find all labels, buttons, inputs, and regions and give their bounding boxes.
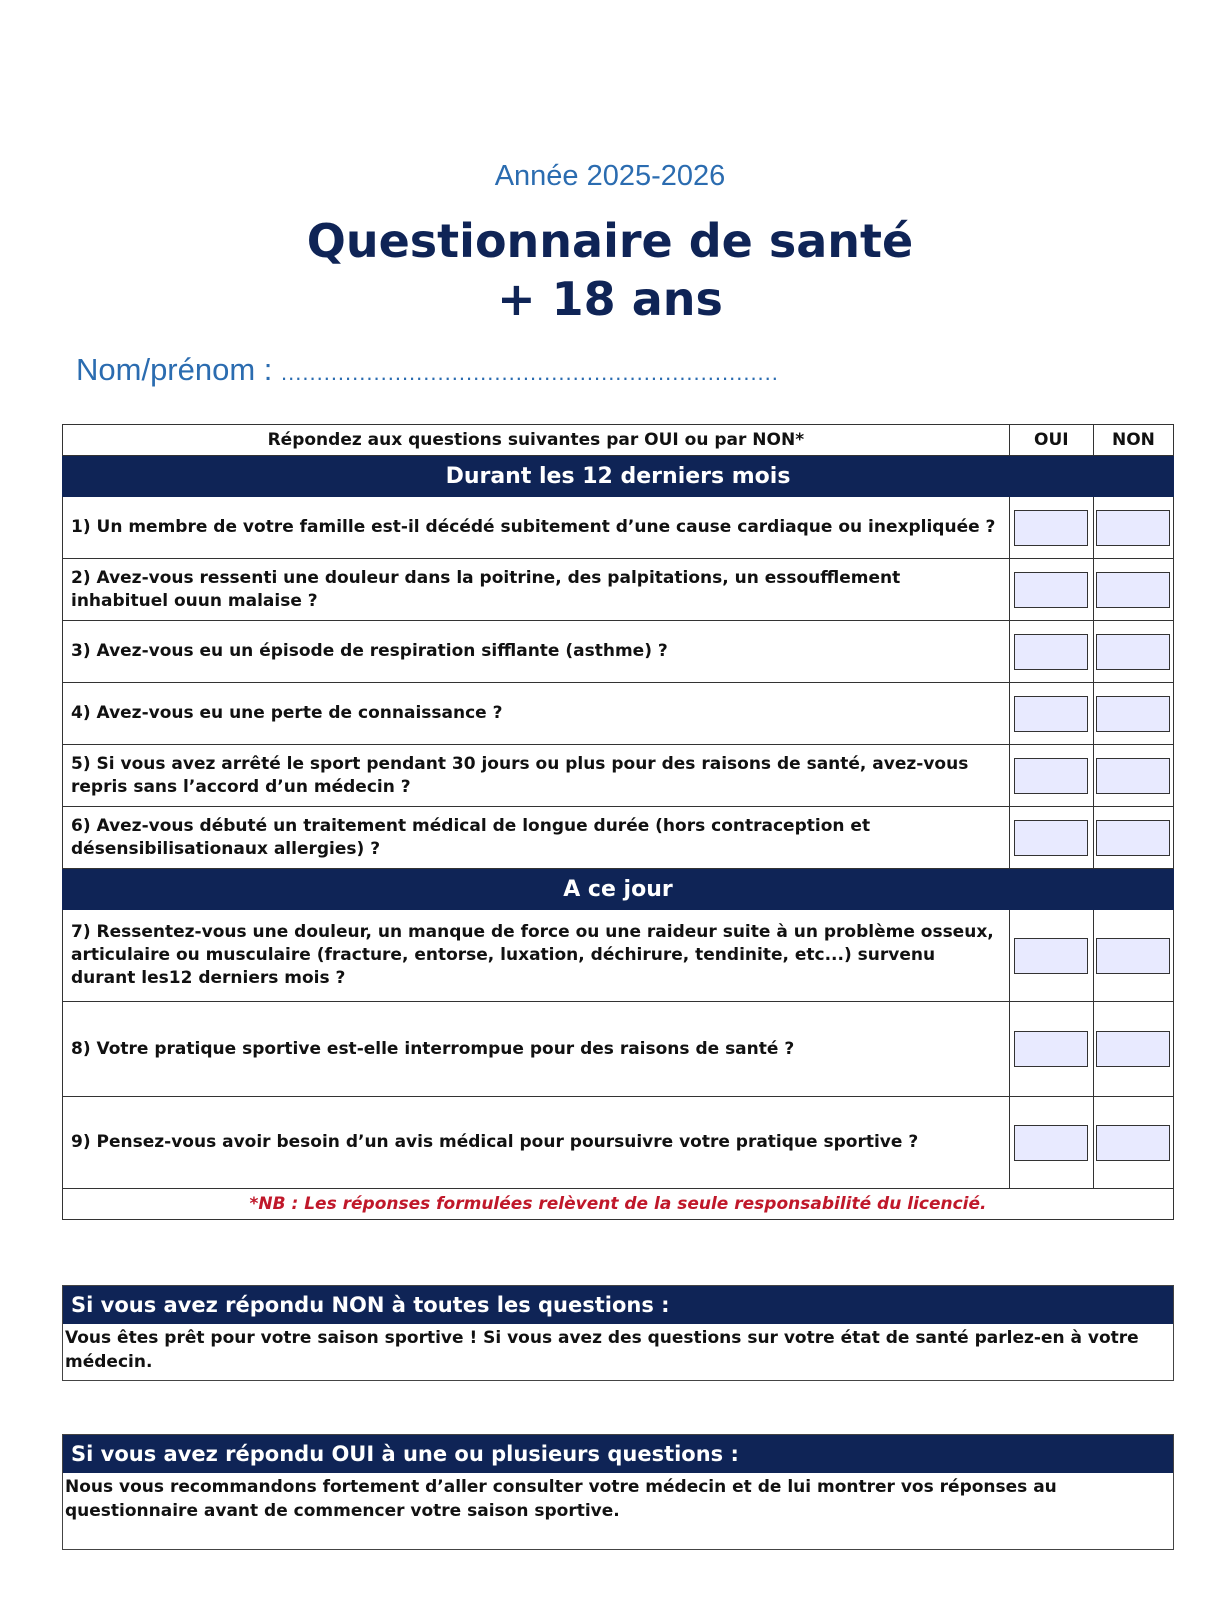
question-text: 4) Avez-vous eu une perte de connaissance ? [63,683,1010,745]
question-row [63,683,1174,745]
name-label: Nom/prénom : [76,352,273,387]
no-checkbox[interactable] [1096,510,1170,546]
year-label: Année 2025-2026 [494,160,726,192]
question-row [63,621,1174,683]
no-checkbox[interactable] [1096,758,1170,794]
yes-checkbox[interactable] [1014,1125,1088,1161]
yes-checkbox[interactable] [1014,820,1088,856]
question-text: 6) Avez-vous débuté un traitement médical de longue durée (hors contraception et désensibilisationaux allergies) ? [63,807,1010,869]
info-box-all-no-title: Si vous avez répondu NON à toutes les questions : [63,1286,1173,1324]
title-line-1: Questionnaire de santé [306,214,914,268]
no-checkbox[interactable] [1096,1125,1170,1161]
question-text: 2) Avez-vous ressenti une douleur dans la poitrine, des palpitations, un essoufflement inhabituel ouun malaise ? [63,559,1010,621]
no-checkbox[interactable] [1096,820,1170,856]
section-header-12-months: Durant les 12 derniers mois [63,456,1174,497]
no-checkbox[interactable] [1096,1031,1170,1067]
question-text: 7) Ressentez-vous une douleur, un manque de force ou une raideur suite à un problème osseux, articulaire ou musculaire (fracture, entorse, luxation, déchirure, tendinite, etc...) survenu durant les12 derniers mois ? [63,910,1010,1002]
question-text: 5) Si vous avez arrêté le sport pendant 30 jours ou plus pour des raisons de santé, avez-vous repris sans l’accord d’un médecin ? [63,745,1010,807]
question-text: 8) Votre pratique sportive est-elle interrompue pour des raisons de santé ? [63,1002,1010,1097]
question-row [63,497,1174,559]
question-text: 1) Un membre de votre famille est-il décédé subitement d’une cause cardiaque ou inexpliquée ? [63,497,1010,559]
section-header-today: A ce jour [63,869,1174,910]
instruction-header: Répondez aux questions suivantes par OUI ou par NON* [63,425,1010,456]
info-box-some-yes-body: Nous vous recommandons fortement d’aller consulter votre médecin et de lui montrer vos réponses au questionnaire avant de commencer votre saison sportive. [65,1477,1057,1521]
name-field[interactable] [76,352,779,388]
no-checkbox[interactable] [1096,696,1170,732]
column-no-header: NON [1093,425,1173,456]
question-text: 3) Avez-vous eu un épisode de respiration sifflante (asthme) ? [63,621,1010,683]
yes-checkbox[interactable] [1014,758,1088,794]
question-row [63,1002,1174,1097]
question-row [63,745,1174,807]
title-line-2: + 18 ans [497,272,723,326]
no-checkbox[interactable] [1096,572,1170,608]
info-box-all-no-body: Vous êtes prêt pour votre saison sportive ! Si vous avez des questions sur votre état de santé parlez-en à votre médecin. [65,1328,1139,1372]
yes-checkbox[interactable] [1014,572,1088,608]
yes-checkbox[interactable] [1014,634,1088,670]
nb-disclaimer: *NB : Les réponses formulées relèvent de la seule responsabilité du licencié. [63,1189,1174,1220]
yes-checkbox[interactable] [1014,696,1088,732]
question-row [63,807,1174,869]
question-row [63,910,1174,1002]
question-row [63,559,1174,621]
yes-checkbox[interactable] [1014,1031,1088,1067]
column-yes-header: OUI [1009,425,1093,456]
name-dotted-line[interactable]: ...................................................................... [281,360,779,385]
question-row [63,1097,1174,1189]
info-box-some-yes-title: Si vous avez répondu OUI à une ou plusieurs questions : [63,1435,1173,1473]
no-checkbox[interactable] [1096,938,1170,974]
health-questionnaire-table [62,424,1174,1220]
question-text: 9) Pensez-vous avoir besoin d’un avis médical pour poursuivre votre pratique sportive ? [63,1097,1010,1189]
info-box-all-no [62,1285,1174,1381]
no-checkbox[interactable] [1096,634,1170,670]
yes-checkbox[interactable] [1014,938,1088,974]
info-box-some-yes [62,1434,1174,1550]
yes-checkbox[interactable] [1014,510,1088,546]
page-title [0,212,1220,328]
